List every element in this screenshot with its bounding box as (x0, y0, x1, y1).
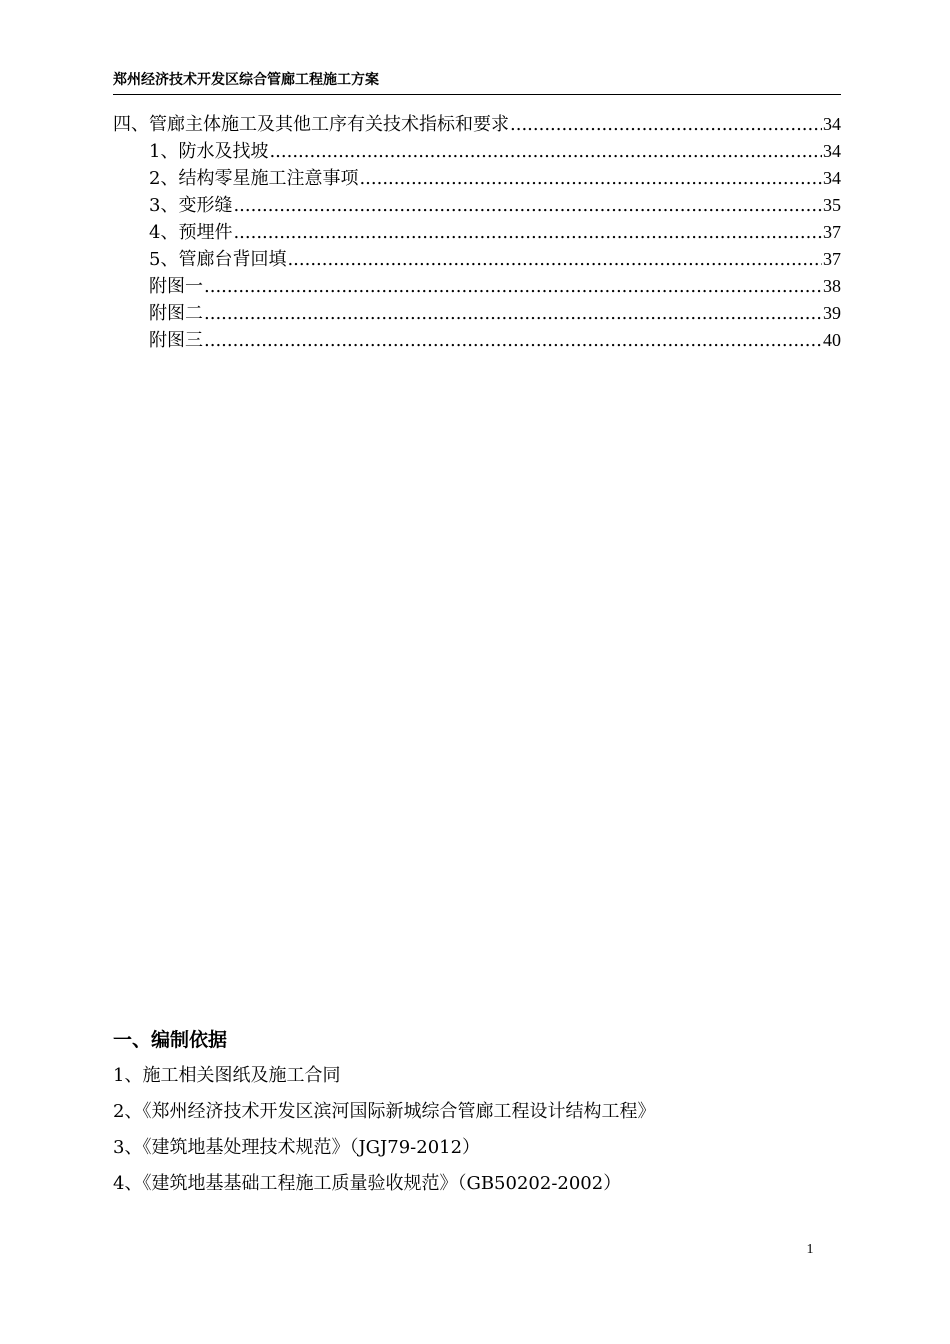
toc-entry-backfill[interactable] (113, 246, 841, 273)
basis-item: 1、施工相关图纸及施工合同 (113, 1065, 341, 1086)
toc-entry-page: 34 (823, 168, 841, 188)
toc-dot-leader (204, 273, 822, 300)
toc-entry-label: 附图一 (149, 276, 203, 297)
toc-entry-page: 35 (823, 195, 841, 215)
toc-entry-page: 34 (823, 114, 841, 134)
section-heading: 一、编制依据 (113, 1029, 228, 1051)
basis-item: 4、《建筑地基基础工程施工质量验收规范》（GB50202-2002） (113, 1173, 622, 1194)
toc-entry-appendix-2[interactable] (113, 300, 841, 327)
toc-dot-leader (233, 192, 822, 219)
toc-dot-leader (233, 219, 822, 246)
table-of-contents (113, 111, 841, 354)
basis-item: 3、《建筑地基处理技术规范》（JGJ79-2012） (113, 1137, 481, 1158)
page-number: 1 (806, 1242, 814, 1257)
toc-dot-leader (359, 165, 822, 192)
toc-entry-embedded-parts[interactable] (113, 219, 841, 246)
compilation-basis-section (113, 1022, 841, 1202)
toc-entry-page: 37 (823, 222, 841, 242)
toc-dot-leader (510, 111, 822, 138)
toc-entry-deformation-joint[interactable] (113, 192, 841, 219)
toc-entry-label: 2、结构零星施工注意事项 (149, 168, 359, 189)
toc-entry-page: 38 (823, 276, 841, 296)
toc-entry-page: 34 (823, 141, 841, 161)
toc-entry-page: 40 (823, 330, 841, 350)
toc-entry-label: 附图三 (149, 330, 203, 351)
toc-entry-appendix-1[interactable] (113, 273, 841, 300)
toc-entry-page: 39 (823, 303, 841, 323)
toc-entry-label: 四、管廊主体施工及其他工序有关技术指标和要求 (113, 114, 509, 135)
document-title: 郑州经济技术开发区综合管廊工程施工方案 (113, 72, 379, 88)
toc-dot-leader (269, 138, 822, 165)
toc-entry-waterproofing[interactable] (113, 138, 841, 165)
toc-entry-section-4[interactable] (113, 111, 841, 138)
running-header (113, 70, 841, 95)
toc-entry-label: 4、预埋件 (149, 222, 233, 243)
basis-item: 2、《郑州经济技术开发区滨河国际新城综合管廊工程设计结构工程》 (113, 1101, 656, 1122)
toc-entry-label: 附图二 (149, 303, 203, 324)
toc-entry-label: 1、防水及找坡 (149, 141, 269, 162)
toc-dot-leader (204, 327, 822, 354)
toc-entry-label: 3、变形缝 (149, 195, 233, 216)
toc-dot-leader (204, 300, 822, 327)
toc-entry-label: 5、管廊台背回填 (149, 249, 287, 270)
toc-entry-appendix-3[interactable] (113, 327, 841, 354)
toc-entry-page: 37 (823, 249, 841, 269)
toc-dot-leader (287, 246, 822, 273)
toc-entry-structure-notes[interactable] (113, 165, 841, 192)
